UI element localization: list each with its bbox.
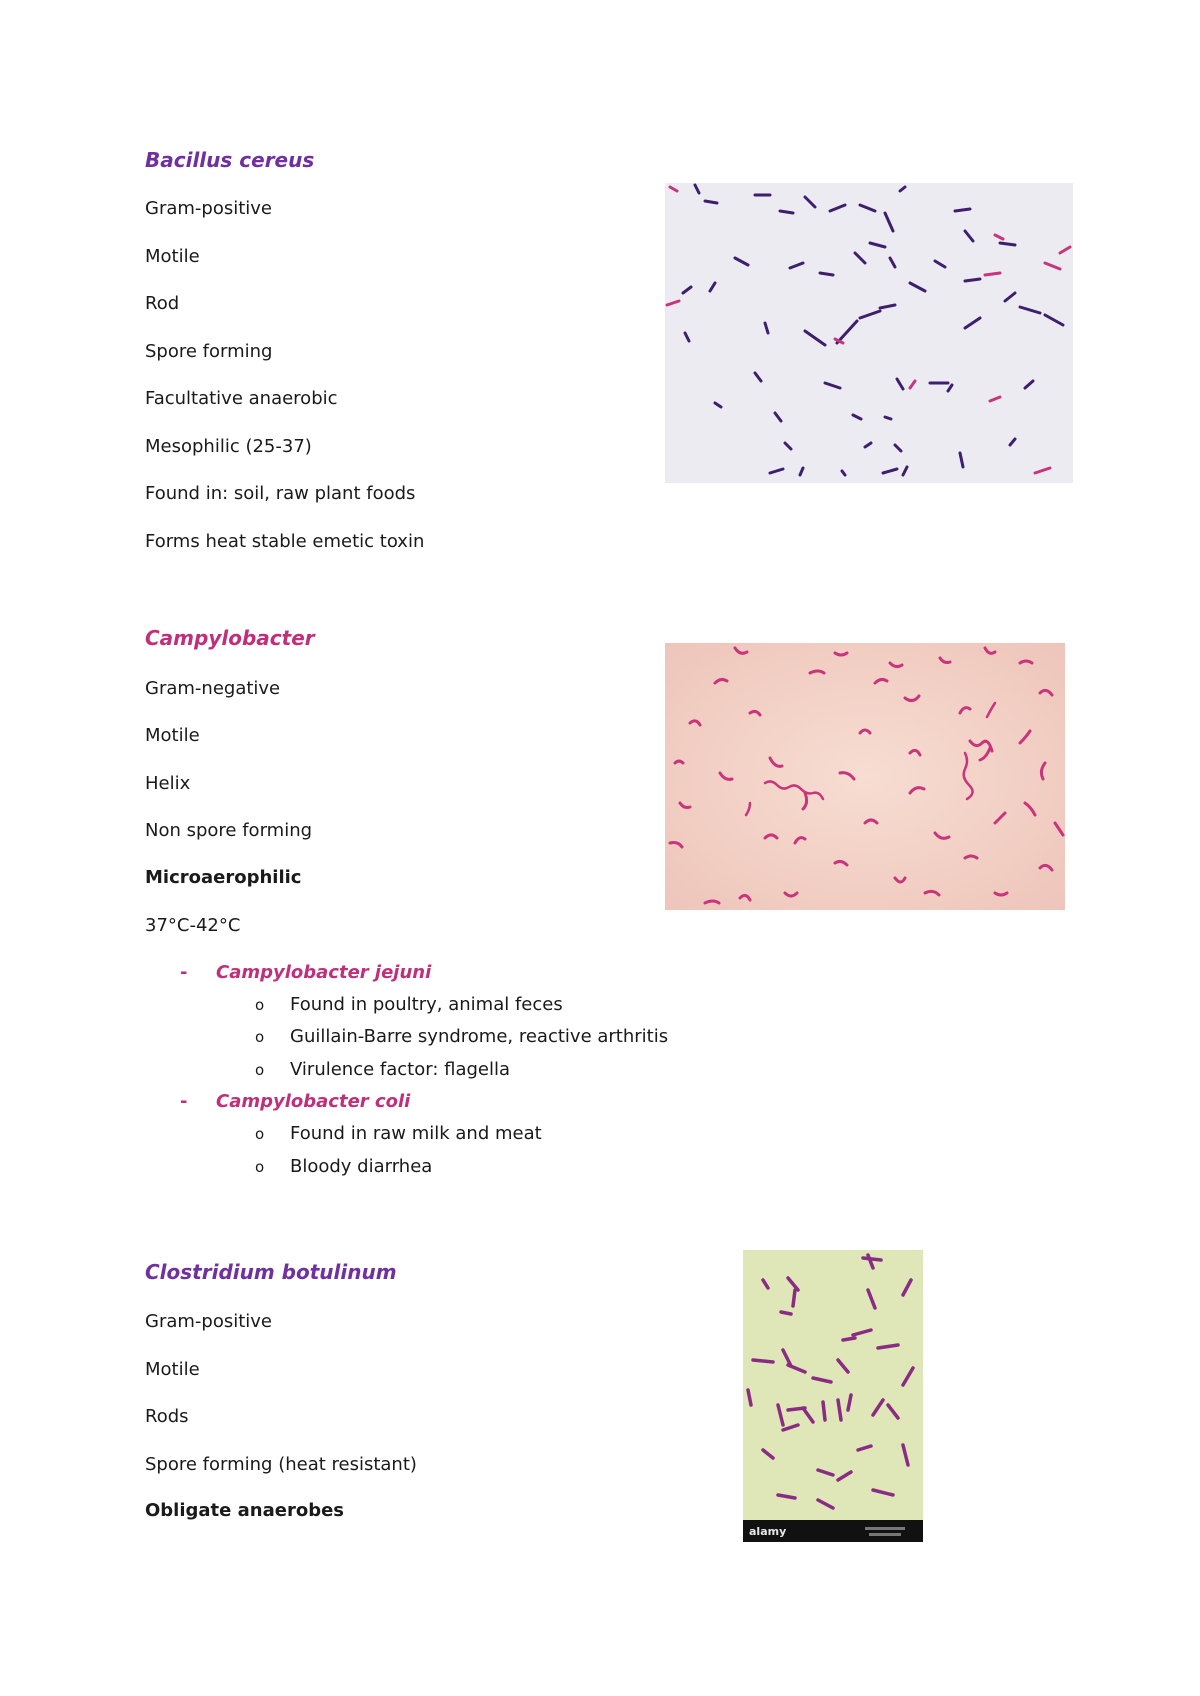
trait-spore: Spore forming (heat resistant) [145, 1454, 417, 1475]
bullet-marker: o [255, 1061, 265, 1079]
trait-shape: Helix [145, 773, 191, 794]
trait-temperature: 37°C-42°C [145, 915, 241, 936]
species-name: Campylobacter jejuni [216, 962, 432, 983]
list-item [255, 1125, 542, 1143]
list-item-text: Virulence factor: flagella [290, 1059, 511, 1080]
bullet-marker: o [255, 996, 265, 1014]
species-campylobacter-coli [180, 1093, 410, 1111]
trait-temperature: Mesophilic (25-37) [145, 436, 312, 457]
trait-habitat: Found in: soil, raw plant foods [145, 483, 416, 504]
clostridium-botulinum-micrograph [743, 1250, 923, 1542]
trait-gram: Gram-negative [145, 678, 281, 699]
dash-marker: - [180, 962, 188, 983]
species-campylobacter-jejuni [180, 964, 431, 982]
trait-shape: Rod [145, 293, 180, 314]
list-item [255, 1158, 432, 1176]
trait-oxygen: Obligate anaerobes [145, 1500, 345, 1521]
bullet-marker: o [255, 1158, 265, 1176]
trait-motility: Motile [145, 725, 200, 746]
list-item-text: Guillain-Barre syndrome, reactive arthritis [290, 1026, 669, 1047]
trait-oxygen: Microaerophilic [145, 867, 302, 888]
trait-motility: Motile [145, 246, 200, 267]
alamy-watermark: alamy [749, 1525, 787, 1538]
dash-marker: - [180, 1091, 188, 1112]
trait-gram: Gram-positive [145, 198, 273, 219]
bullet-marker: o [255, 1125, 265, 1143]
list-item-text: Bloody diarrhea [290, 1156, 433, 1177]
section-title-campylobacter: Campylobacter [145, 626, 315, 650]
trait-gram: Gram-positive [145, 1311, 273, 1332]
trait-oxygen: Facultative anaerobic [145, 388, 338, 409]
list-item-text: Found in raw milk and meat [290, 1123, 542, 1144]
list-item [255, 1028, 668, 1046]
section-title-clostridium-botulinum: Clostridium botulinum [145, 1260, 397, 1284]
campylobacter-micrograph [665, 643, 1065, 910]
species-name: Campylobacter coli [216, 1091, 411, 1112]
list-item-text: Found in poultry, animal feces [290, 994, 563, 1015]
trait-spore: Spore forming [145, 341, 273, 362]
section-title-bacillus-cereus: Bacillus cereus [145, 148, 315, 172]
list-item [255, 1061, 510, 1079]
trait-shape: Rods [145, 1406, 189, 1427]
list-item [255, 996, 563, 1014]
trait-motility: Motile [145, 1359, 200, 1380]
bullet-marker: o [255, 1028, 265, 1046]
bacillus-cereus-micrograph [665, 183, 1073, 483]
trait-toxin: Forms heat stable emetic toxin [145, 531, 425, 552]
trait-spore: Non spore forming [145, 820, 313, 841]
